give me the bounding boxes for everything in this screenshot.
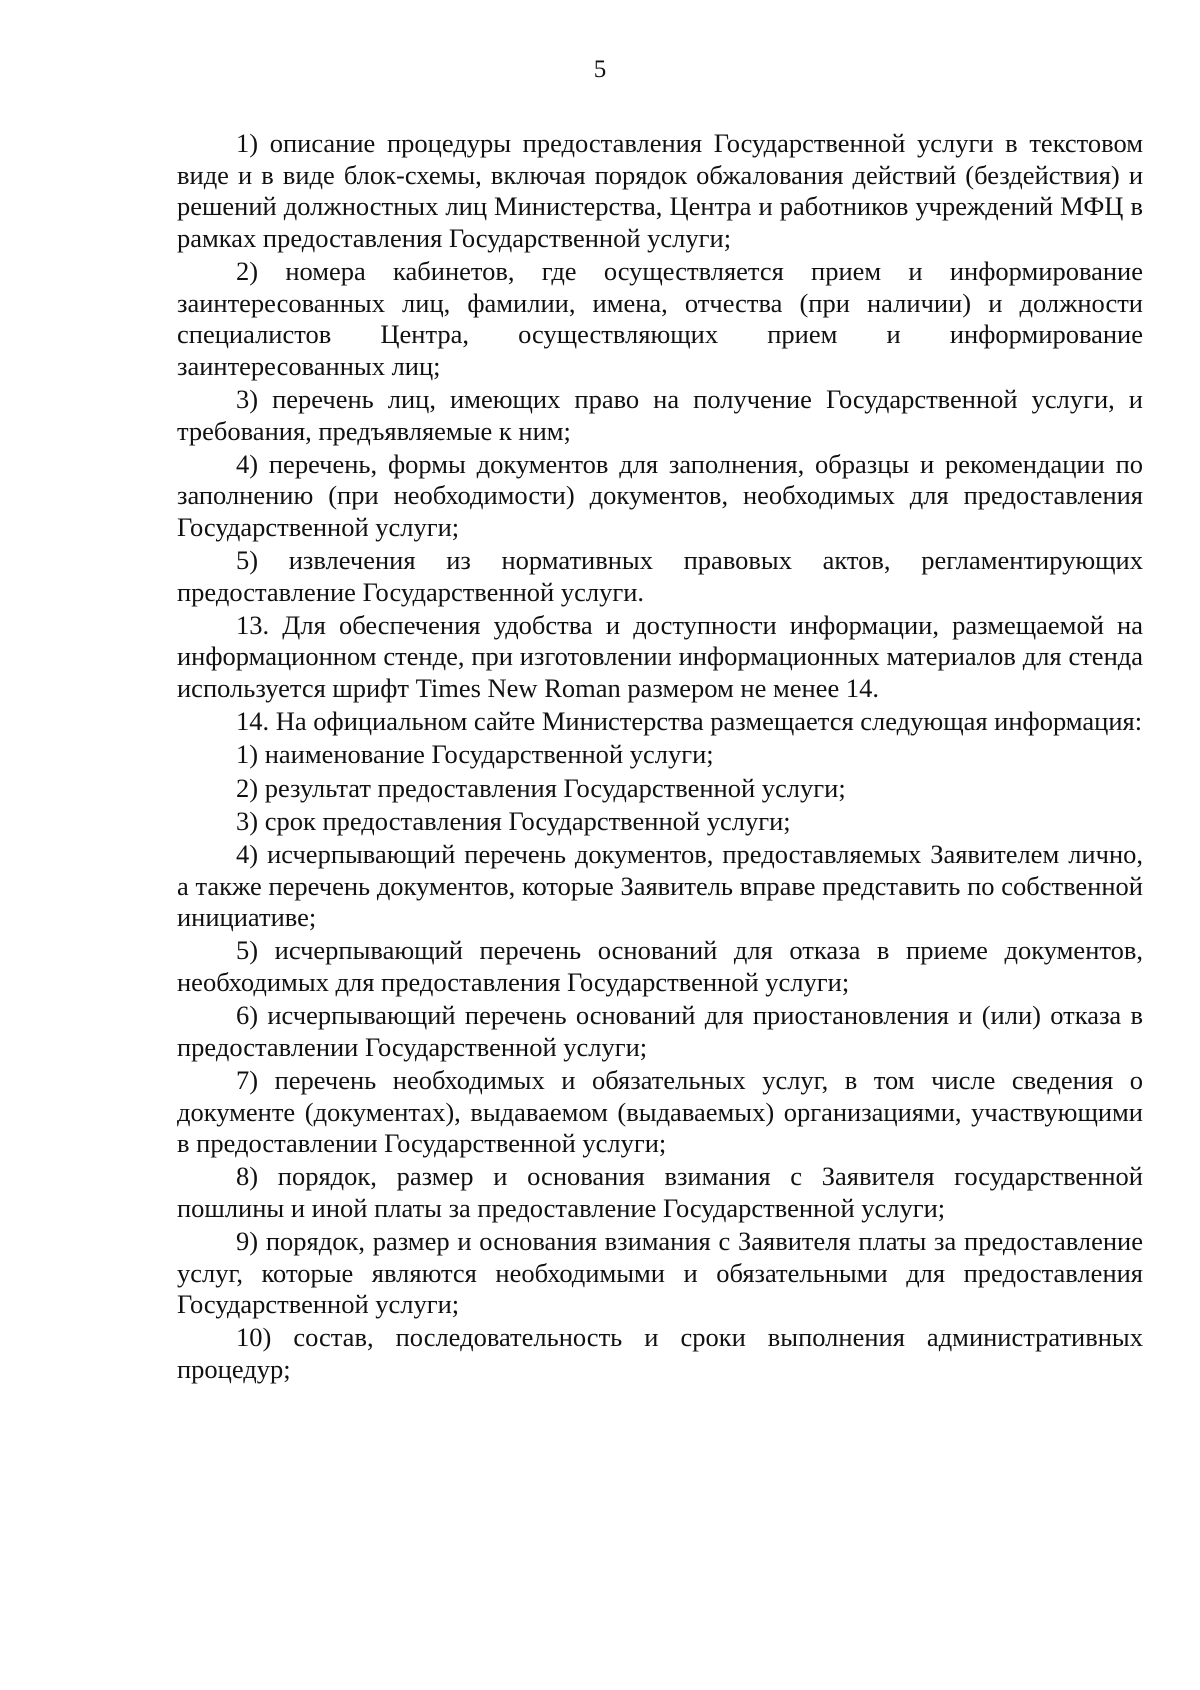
document-body — [177, 128, 1143, 1387]
paragraph: 3) срок предоставления Государственной услуги; — [236, 805, 791, 836]
paragraph: 14. На официальном сайте Министерства размещается следующая информация: — [236, 706, 1143, 737]
paragraph: 4) исчерпывающий перечень документов, предоставляемых Заявителем лично, а также перечень документов, которые Заявитель вправе представить по собственной инициативе; — [177, 839, 1143, 933]
paragraph: 3) перечень лиц, имеющих право на получение Государственной услуги, и требования, предъявляемые к ним; — [177, 383, 1143, 446]
paragraph: 7) перечень необходимых и обязательных услуг, в том числе сведения о документе (документах), выдаваемом (выдаваемых) организациями, участвующими в предоставлении Государственной услуги; — [177, 1064, 1143, 1159]
paragraph: 8) порядок, размер и основания взимания с Заявителя государственной пошлины и иной платы за предоставление Государственной услуги; — [177, 1161, 1143, 1223]
paragraph: 2) результат предоставления Государственной услуги; — [236, 772, 846, 803]
paragraph: 10) состав, последовательность и сроки выполнения административных процедур; — [177, 1322, 1143, 1385]
paragraph: 6) исчерпывающий перечень оснований для приостановления и (или) отказа в предоставлении Государственной услуги; — [177, 1000, 1143, 1062]
paragraph: 2) номера кабинетов, где осуществляется прием и информирование заинтересованных лиц, фамилии, имена, отчества (при наличии) и должности специалистов Центра, осуществляющих прием и информирование заинтересованных лиц; — [177, 255, 1143, 381]
page-number: 5 — [593, 56, 607, 83]
paragraph: 4) перечень, формы документов для заполнения, образцы и рекомендации по заполнению (при необходимости) документов, необходимых для предоставления Государственной услуги; — [177, 448, 1143, 542]
paragraph: 5) извлечения из нормативных правовых актов, регламентирующих предоставление Государственной услуги. — [177, 545, 1143, 607]
paragraph: 13. Для обеспечения удобства и доступности информации, размещаемой на информационном стенде, при изготовлении информационных материалов для стенда используется шрифт Times New Roman размером не менее 14. — [177, 609, 1143, 704]
paragraph: 5) исчерпывающий перечень оснований для отказа в приеме документов, необходимых для предоставления Государственной услуги; — [177, 935, 1143, 997]
paragraph: 1) наименование Государственной услуги; — [236, 739, 714, 770]
paragraph: 1) описание процедуры предоставления Государственной услуги в текстовом виде и в виде блок-схемы, включая порядок обжалования действий (бездействия) и решений должностных лиц Министерства, Центра и работников учреждений МФЦ в рамках предоставления Государственной услуги; — [177, 128, 1143, 253]
paragraph: 9) порядок, размер и основания взимания с Заявителя платы за предоставление услуг, которые являются необходимыми и обязательными для предоставления Государственной услуги; — [177, 1226, 1143, 1320]
